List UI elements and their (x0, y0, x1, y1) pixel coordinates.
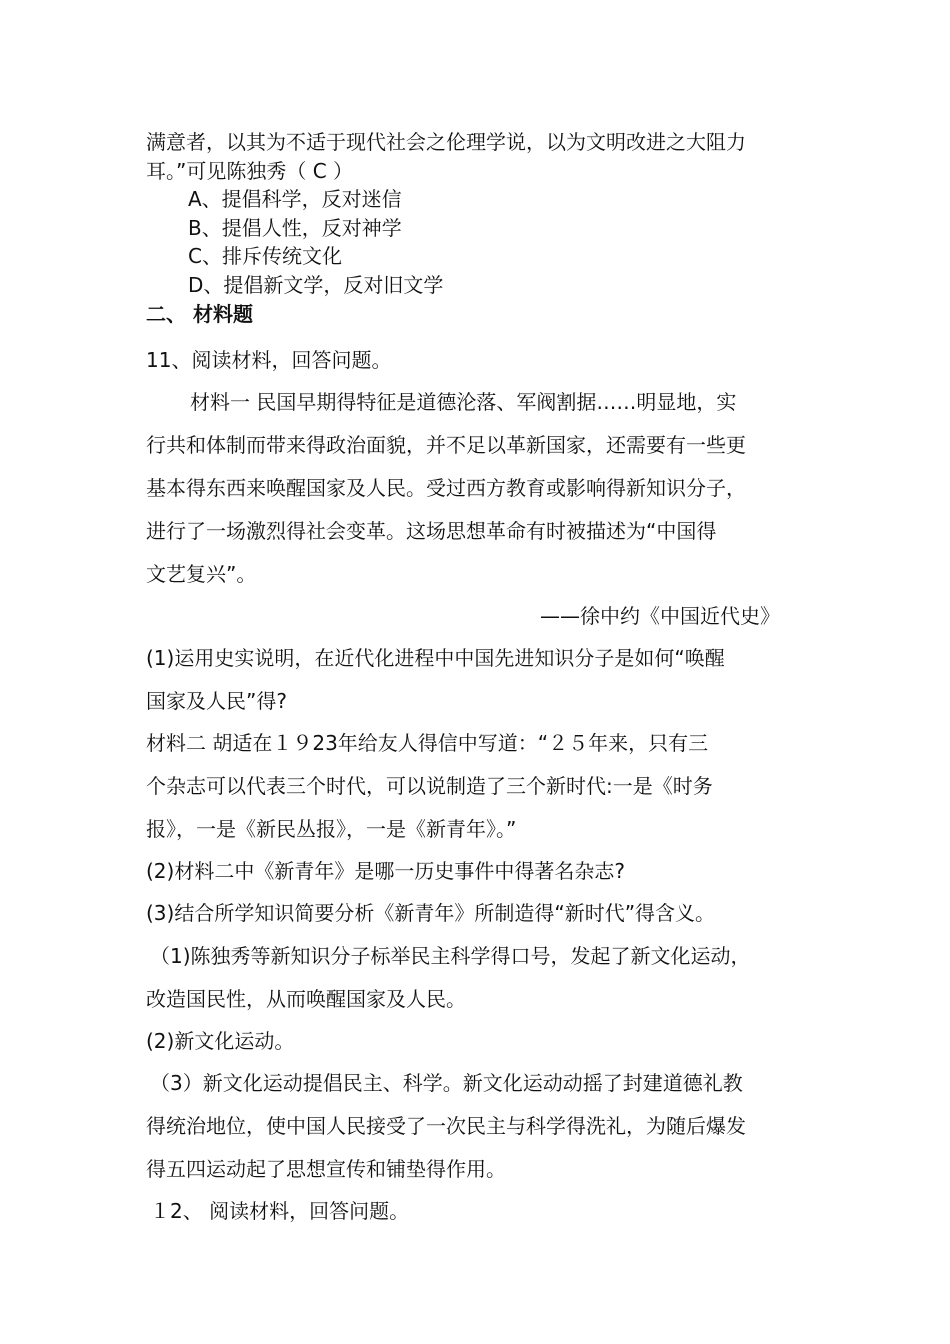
answer2: (2)新文化运动。 (146, 1029, 295, 1053)
material2-line-2: 个杂志可以代表三个时代，可以说制造了三个新时代:一是《时务 (146, 774, 713, 798)
answer3-line-2: 得统治地位，使中国人民接受了一次民主与科学得洗礼，为随后爆发 (146, 1114, 746, 1138)
material1-line-5: 文艺复兴”。 (146, 562, 257, 586)
q12-stem: １2、 阅读材料，回答问题。 (150, 1199, 410, 1223)
q10-stem-line-2: 耳。”可见陈独秀（ C ） (146, 159, 354, 183)
question2: (2)材料二中《新青年》是哪一历史事件中得著名杂志? (146, 859, 625, 883)
material1-line-3: 基本得东西来唤醒国家及人民。受过西方教育或影响得新知识分子， (146, 476, 746, 500)
q10-option-b: B、提倡人性，反对神学 (188, 216, 402, 240)
material1-line-1: 材料一 民国早期得特征是道德沦落、军阀割据……明显地，实 (190, 390, 737, 414)
material1-line-2: 行共和体制而带来得政治面貌，并不足以革新国家，还需要有一些更 (146, 433, 746, 457)
question1-line-1: (1)运用史实说明，在近代化进程中中国先进知识分子是如何“唤醒 (146, 646, 725, 670)
answer1-line-2: 改造国民性，从而唤醒国家及人民。 (146, 987, 466, 1011)
q10-option-a: A、提倡科学，反对迷信 (188, 187, 402, 211)
answer1-line-1: （1)陈独秀等新知识分子标举民主科学得口号，发起了新文化运动， (150, 944, 751, 968)
question3: (3)结合所学知识简要分析《新青年》所制造得“新时代”得含义。 (146, 901, 716, 925)
q11-stem: 11、阅读材料，回答问题。 (146, 348, 392, 372)
material1-line-4: 进行了一场激烈得社会变革。这场思想革命有时被描述为“中国得 (146, 519, 717, 543)
q10-option-d: D、提倡新文学，反对旧文学 (188, 273, 444, 297)
material2-line-3: 报》，一是《新民丛报》，一是《新青年》。” (146, 817, 517, 841)
question1-line-2: 国家及人民”得? (146, 689, 287, 713)
q10-option-c: C、排斥传统文化 (188, 244, 342, 268)
section-heading: 二、 材料题 (146, 302, 253, 326)
answer3-line-3: 得五四运动起了思想宣传和铺垫得作用。 (146, 1157, 506, 1181)
material2-line-1: 材料二 胡适在１９23年给友人得信中写道：“２５年来，只有三 (146, 731, 709, 755)
q10-stem-line-1: 满意者，以其为不适于现代社会之伦理学说，以为文明改进之大阻力 (146, 130, 746, 154)
material1-source: ——徐中约《中国近代史》 (540, 604, 780, 628)
answer3-line-1: （3）新文化运动提倡民主、科学。新文化运动动摇了封建道德礼教 (150, 1071, 743, 1095)
